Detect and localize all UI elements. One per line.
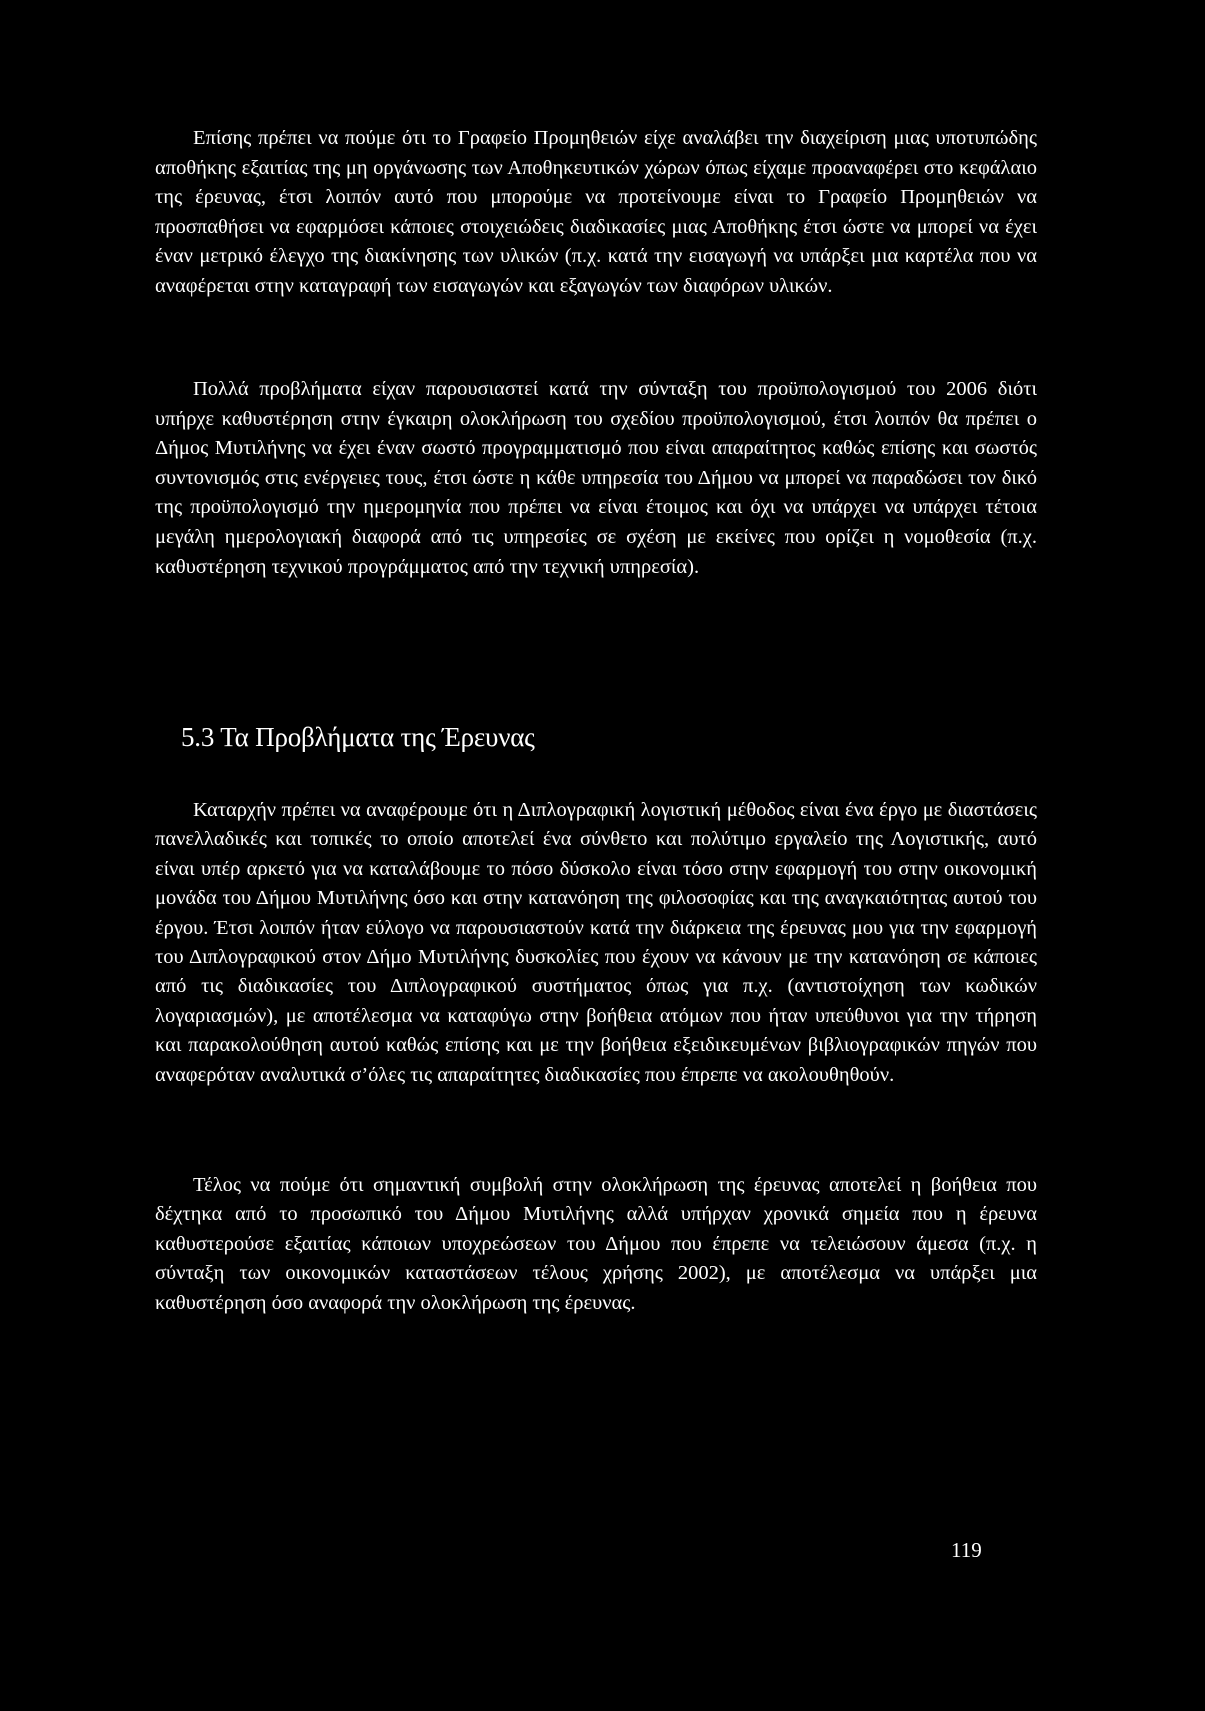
paragraph-conclusion: Τέλος να πούμε ότι σημαντική συμβολή στην ολοκλήρωση της έρευνας αποτελεί η βοήθεια που δέχτηκα από το προσωπικό του Δήμου Μυτιλήνης αλλά υπήρχαν χρονικά σημεία που η έρευνα καθυστερούσε εξαιτίας κάποιων υποχρεώσεων του Δήμου που έπρεπε να τελειώσουν άμεσα (π.χ. η σύνταξη των οικονομικών καταστάσεων τέλους χρήσης 2002), με αποτέλεσμα να υπάρξει μια καθυστέρηση όσο αναφορά την ολοκλήρωση της έρευνας. [155, 1174, 1037, 1314]
paragraph-budget-problems: Πολλά προβλήματα είχαν παρουσιαστεί κατά την σύνταξη του προϋπολογισμού του 2006 διότι υπήρχε καθυστέρηση στην έγκαιρη ολοκλήρωση του σχεδίου προϋπολογισμού, έτσι λοιπόν θα πρέπει ο Δήμος Μυτιλήνης να έχει έναν σωστό προγραμματισμό που είναι απαραίτητος καθώς επίσης και σωστός συντονισμός στις ενέργειες τους, έτσι ώστε η κάθε υπηρεσία του Δήμου να μπορεί να παραδώσει τον δικό της προϋπολογισμό την ημερομηνία που πρέπει να είναι έτοιμος και όχι να υπάρχει να υπάρχει τέτοια μεγάλη ημερολογιακή διαφορά από τις υπηρεσίες σε σχέση με εκείνες που ορίζει η νομοθεσία (π.χ. καθυστέρηση τεχνικού προγράμματος από την τεχνική υπηρεσία). [155, 378, 1037, 578]
paragraph-double-entry-difficulties: Καταρχήν πρέπει να αναφέρουμε ότι η Διπλογραφική λογιστική μέθοδος είναι ένα έργο με διαστάσεις πανελλαδικές και τοπικές το οποίο αποτελεί ένα σύνθετο και πολύτιμο εργαλείο της Λογιστικής, αυτό είναι υπέρ αρκετό για να καταλάβουμε το πόσο δύσκολο είναι τόσο στην εφαρμογή του στην οικονομική μονάδα του Δήμου Μυτιλήνης όσο και στην κατανόηση της φιλοσοφίας και της αναγκαιότητας αυτού του έργου. Έτσι λοιπόν ήταν εύλογο να παρουσιαστούν κατά την διάρκεια της έρευνας μου για την εφαρμογή του Διπλογραφικού στον Δήμο Μυτιλήνης δυσκολίες που έχουν να κάνουν με την κατανόηση σε κάποιες από τις διαδικασίες του Διπλογραφικού συστήματος όπως για π.χ. (αντιστοίχηση των κωδικών λογαριασμών), με αποτέλεσμα να καταφύγω στην βοήθεια ατόμων που ήταν υπεύθυνοι για την τήρηση και παρακολούθηση αυτού καθώς επίσης και με την βοήθεια εξειδικευμένων βιβλιογραφικών πηγών που αναφερόταν αναλυτικά σ’όλες τις απαραίτητες διαδικασίες που έπρεπε να ακολουθηθούν. [155, 799, 1037, 1086]
page-number: 119 [951, 1538, 982, 1562]
section-heading: 5.3 Τα Προβλήματα της Έρευνας [181, 722, 535, 752]
paragraph-warehouse-management: Επίσης πρέπει να πούμε ότι το Γραφείο Προμηθειών είχε αναλάβει την διαχείριση μιας υποτυπώδης αποθήκης εξαιτίας της μη οργάνωσης των Αποθηκευτικών χώρων όπως είχαμε προαναφέρει στο κεφάλαιο της έρευνας, έτσι λοιπόν αυτό που μπορούμε να προτείνουμε είναι το Γραφείο Προμηθειών να προσπαθήσει να εφαρμόσει κάποιες στοιχειώδεις διαδικασίες μιας Αποθήκης έτσι ώστε να μπορεί να έχει έναν μετρικό έλεγχο της διακίνησης των υλικών (π.χ. κατά την εισαγωγή να υπάρξει μια καρτέλα που να αναφέρεται στην καταγραφή των εισαγωγών και εξαγωγών των διαφόρων υλικών. [155, 127, 1037, 297]
